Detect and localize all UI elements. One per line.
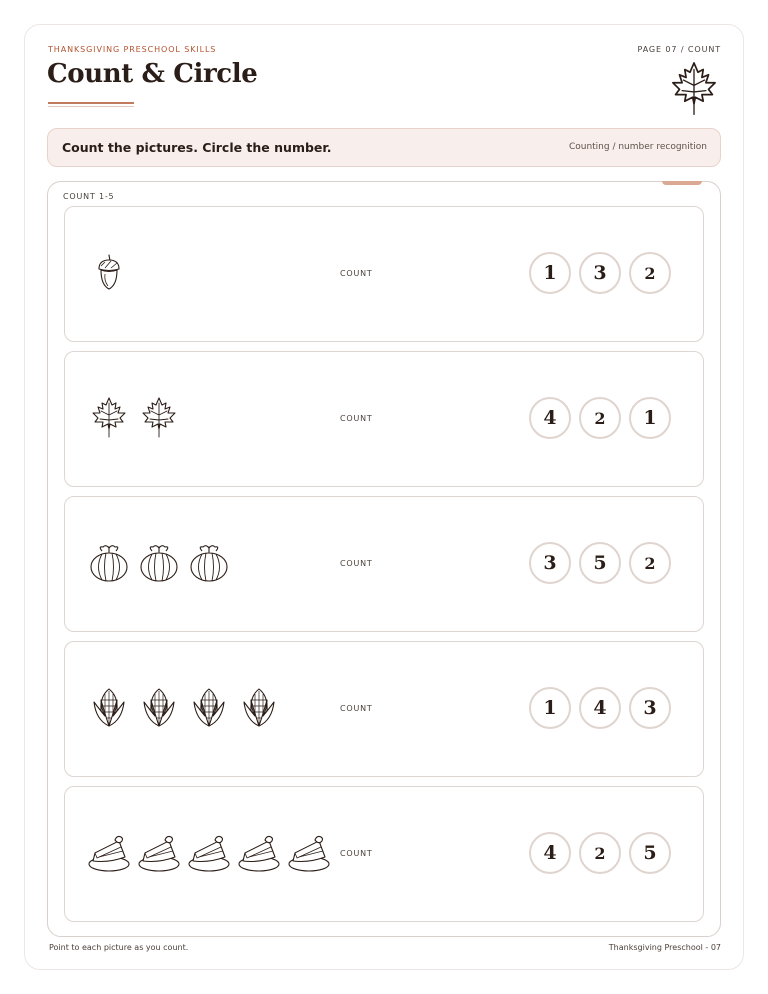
- number-choice-2[interactable]: 2: [579, 832, 621, 874]
- page-title: Count & Circle: [47, 59, 258, 89]
- number-choice-1[interactable]: 1: [529, 687, 571, 729]
- picture-group: [87, 831, 331, 873]
- count-row-1: [64, 206, 704, 342]
- page-number-label: PAGE 07 / COUNT: [637, 45, 721, 54]
- pie-slice-icon: [87, 831, 131, 873]
- corn-icon: [187, 686, 231, 728]
- eyebrow-label: THANKSGIVING PRESCHOOL SKILLS: [48, 45, 217, 54]
- pumpkin-icon: [187, 541, 231, 583]
- count-row-4: [64, 641, 704, 777]
- corn-icon: [137, 686, 181, 728]
- pumpkin-icon: [87, 541, 131, 583]
- pie-slice-icon: [237, 831, 281, 873]
- pie-slice-icon: [137, 831, 181, 873]
- count-label: COUNT: [340, 849, 373, 858]
- number-choices: [529, 687, 671, 729]
- number-choice-2[interactable]: 2: [629, 542, 671, 584]
- count-label: COUNT: [340, 704, 373, 713]
- number-choices: [529, 252, 671, 294]
- section-tab: [662, 181, 702, 185]
- number-choice-3[interactable]: 3: [529, 542, 571, 584]
- pie-slice-icon: [187, 831, 231, 873]
- corn-icon: [237, 686, 281, 728]
- number-choice-2[interactable]: 2: [579, 397, 621, 439]
- number-choice-5[interactable]: 5: [579, 542, 621, 584]
- picture-group: [87, 396, 181, 438]
- acorn-icon: [87, 251, 131, 293]
- number-choice-4[interactable]: 4: [579, 687, 621, 729]
- picture-group: [87, 251, 131, 293]
- maple-leaf-icon: [137, 396, 181, 438]
- corn-icon: [87, 686, 131, 728]
- number-choice-4[interactable]: 4: [529, 397, 571, 439]
- count-row-3: [64, 496, 704, 632]
- count-row-5: [64, 786, 704, 922]
- number-choice-4[interactable]: 4: [529, 832, 571, 874]
- instruction-text: Count the pictures. Circle the number.: [62, 140, 332, 155]
- number-choice-2[interactable]: 2: [629, 252, 671, 294]
- instruction-banner: [47, 128, 721, 167]
- maple-leaf-icon: [87, 396, 131, 438]
- number-choice-1[interactable]: 1: [629, 397, 671, 439]
- skill-label: Counting / number recognition: [568, 142, 707, 152]
- maple-leaf-icon: [667, 59, 721, 117]
- number-choices: [529, 832, 671, 874]
- title-underline-light: [48, 106, 134, 107]
- number-choices: [529, 542, 671, 584]
- number-choice-5[interactable]: 5: [629, 832, 671, 874]
- pumpkin-icon: [137, 541, 181, 583]
- count-label: COUNT: [340, 559, 373, 568]
- picture-group: [87, 686, 281, 728]
- number-choice-3[interactable]: 3: [579, 252, 621, 294]
- number-choice-1[interactable]: 1: [529, 252, 571, 294]
- picture-group: [87, 541, 231, 583]
- count-row-2: [64, 351, 704, 487]
- footer-tip: Point to each picture as you count.: [49, 943, 189, 952]
- title-underline: [48, 102, 134, 104]
- number-choice-3[interactable]: 3: [629, 687, 671, 729]
- count-label: COUNT: [340, 269, 373, 278]
- pie-slice-icon: [287, 831, 331, 873]
- count-label: COUNT: [340, 414, 373, 423]
- number-choices: [529, 397, 671, 439]
- section-label: COUNT 1-5: [63, 192, 115, 201]
- count-section: [47, 181, 721, 937]
- footer-page-label: Thanksgiving Preschool - 07: [608, 943, 721, 952]
- worksheet-page: [24, 24, 744, 970]
